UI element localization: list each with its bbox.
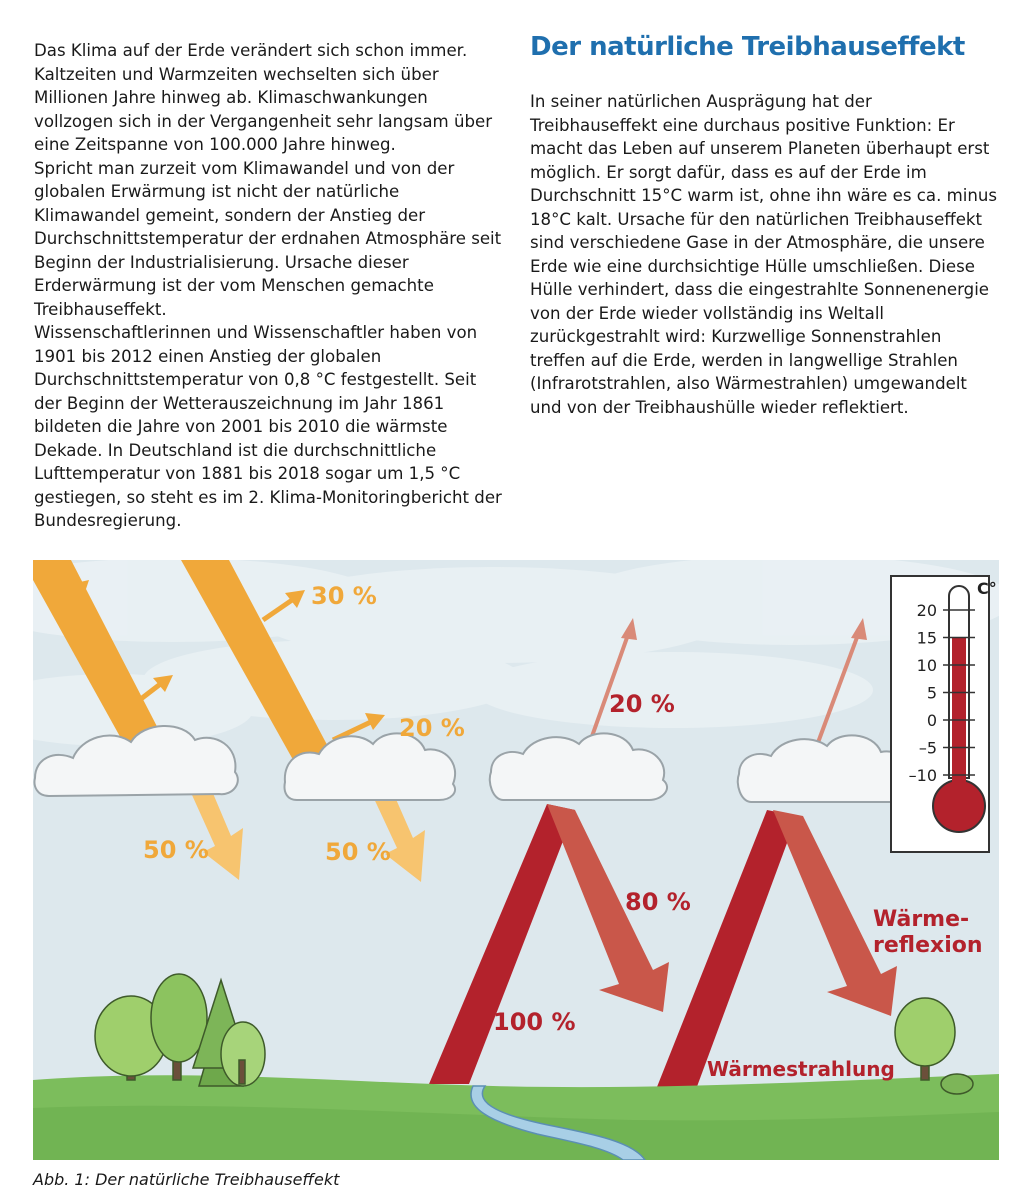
label-heat-reflection-1: Wärme- — [873, 907, 970, 932]
right-text-column — [530, 90, 1000, 419]
thermometer-unit: C° — [977, 579, 997, 598]
label-solar-reflect-cloud: 20 % — [399, 714, 465, 742]
label-solar-pass-left: 50 % — [143, 836, 209, 864]
label-solar-pass-right: 50 % — [325, 838, 391, 866]
paragraph-global-warming: Spricht man zurzeit vom Klimawandel und von der globalen Erwärmung ist nicht der natürliche Klimawandel gemeint, sondern der Anstieg der Durchschnittstemperatur der erdnahen Atmosphäre seit Beginn der Industrialisierung. Ursache dieser Erderwärmung ist der vom Menschen gemachte Treibhauseffekt. — [34, 158, 502, 319]
thermometer-tick-label: –5 — [918, 738, 937, 758]
label-heat-reflection-2: reflexion — [873, 933, 983, 958]
label-heat-emitted: 100 % — [493, 1008, 576, 1036]
thermometer-liquid — [952, 638, 966, 797]
thermometer-tick-label: –10 — [908, 766, 937, 785]
thermometer-tick-label: 0 — [926, 711, 937, 730]
left-text-column — [34, 39, 504, 533]
label-heat-escape: 20 % — [609, 690, 675, 718]
figure-caption: Abb. 1: Der natürliche Treibhauseffekt — [33, 1170, 340, 1189]
thermometer-tick-label: 10 — [916, 656, 937, 675]
label-heat-return: 80 % — [625, 888, 691, 916]
paragraph-temperature-rise: Wissenschaftlerinnen und Wissenschaftler haben von 1901 bis 2012 einen Anstieg der globalen Durchschnittstemperatur von 0,8 °C festgestellt. Seit der Beginn der Wetterauszeichnung im Jahr 1861 bildeten die Jahre von 2001 bis 2010 die wärmste Dekade. In Deutschland ist die durchschnittliche Lufttemperatur von 1881 bis 2018 sogar um 1,5 °C gestiegen, so steht es im 2. Klima-Monitoringbericht der Bundesregierung. — [34, 323, 502, 530]
paragraph-climate-history: Das Klima auf der Erde verändert sich schon immer. Kaltzeiten und Warmzeiten wechselten sich über Millionen Jahre hinweg ab. Klimaschwankungen vollzogen sich in der Vergangenheit sehr langsam über eine Zeitspanne von 100.000 Jahre hinweg. — [34, 41, 493, 154]
section-heading: Der natürliche Treibhauseffekt — [530, 32, 965, 62]
thermometer-tick-label: 5 — [926, 683, 937, 703]
thermometer-tick-label: 20 — [916, 601, 937, 620]
label-solar-reflect-top: 30 % — [311, 582, 377, 610]
thermometer-tick-label: 15 — [916, 628, 937, 648]
thermometer — [891, 576, 997, 852]
paragraph-greenhouse-effect: In seiner natürlichen Ausprägung hat der Treibhauseffekt eine durchaus positive Funktion: Er macht das Leben auf unserem Planeten überhaupt erst möglich. Er sorgt dafür, dass es auf der Erde im Durchschnitt 15°C warm ist, ohne ihn wäre es ca. minus 18°C kalt. Ursache für den natürlichen Treibhauseffekt sind verschiedene Gase in der Atmosphäre, die unsere Erde wie eine durchsichtige Hülle umschließen. Diese Hülle verhindert, dass die eingestrahlte Sonnenenergie von der Erde wieder vollständig ins Weltall zurückgestrahlt wird: Kurzwellige Sonnenstrahlen treffen auf die Erde, werden in langwellige Strahlen (Infrarotstrahlen, also Wärmestrahlen) umgewandelt und von der Treibhaushülle wieder reflektiert. — [530, 92, 998, 417]
greenhouse-effect-illustration — [33, 560, 999, 1160]
label-heat-radiation: Wärmestrahlung — [707, 1057, 895, 1081]
